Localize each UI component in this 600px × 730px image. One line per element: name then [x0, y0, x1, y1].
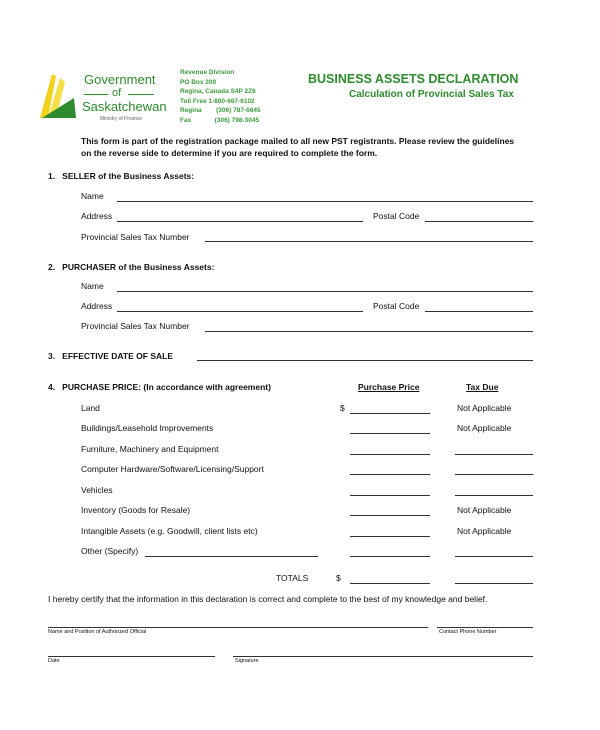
- section3-heading: 3. EFFECTIVE DATE OF SALE: [48, 351, 173, 361]
- item-tax-status: Not Applicable: [457, 505, 512, 515]
- form-subtitle: Calculation of Provincial Sales Tax: [349, 89, 514, 100]
- divider: [84, 94, 108, 95]
- signature-field[interactable]: [233, 656, 533, 657]
- item-tax-field[interactable]: [455, 556, 533, 557]
- item-label: Computer Hardware/Software/Licensing/Support: [81, 464, 264, 474]
- intro-line: on the reverse side to determine if you are required to complete the form.: [81, 148, 378, 158]
- date-field[interactable]: [48, 656, 215, 657]
- section1-heading: 1. SELLER of the Business Assets:: [48, 171, 195, 181]
- item-tax-field[interactable]: [455, 495, 533, 496]
- phone-field[interactable]: [437, 627, 533, 628]
- item-label: Furniture, Machinery and Equipment: [81, 444, 219, 454]
- intro-line: This form is part of the registration package mailed to all new PST registrants. Please review the guidelines: [81, 136, 515, 146]
- item-label: Buildings/Leasehold Improvements: [81, 423, 214, 433]
- item-label: Other (Specify): [81, 546, 139, 556]
- item-tax-field[interactable]: [455, 454, 533, 455]
- divider: [128, 94, 154, 95]
- item-price-field[interactable]: [350, 413, 430, 414]
- totals-dollar: $: [336, 573, 341, 583]
- other-specify-field[interactable]: [145, 556, 318, 557]
- gov-line1: Government: [84, 72, 156, 87]
- signature-label: Signature: [235, 658, 259, 664]
- contact-line: PO Box 200: [180, 78, 217, 86]
- seller-name-label: Name: [81, 191, 104, 201]
- form-title: BUSINESS ASSETS DECLARATION: [308, 72, 519, 86]
- purchaser-pst-label: Provincial Sales Tax Number: [81, 321, 190, 331]
- purchaser-address-label: Address: [81, 301, 113, 311]
- item-price-field[interactable]: [350, 515, 430, 516]
- item-price-field[interactable]: [350, 474, 430, 475]
- purchaser-pst-field[interactable]: [205, 331, 533, 332]
- gov-line3: Saskatchewan: [82, 99, 167, 114]
- seller-postal-label: Postal Code: [373, 211, 420, 221]
- section4-heading: 4. PURCHASE PRICE: (In accordance with agreement): [48, 382, 271, 392]
- item-price-field[interactable]: [350, 536, 430, 537]
- name-position-label: Name and Position of Authorized Official: [48, 629, 147, 635]
- item-label: Intangible Assets (e.g. Goodwill, client lists etc): [81, 526, 258, 536]
- phone-label: Contact Phone Number: [439, 629, 497, 635]
- item-tax-status: Not Applicable: [457, 423, 512, 433]
- item-tax-status: Not Applicable: [457, 526, 512, 536]
- item-price-field[interactable]: [350, 556, 430, 557]
- total-price-field[interactable]: [350, 583, 430, 584]
- purchaser-postal-field[interactable]: [425, 311, 533, 312]
- purchaser-address-field[interactable]: [117, 311, 363, 312]
- purchaser-name-label: Name: [81, 281, 104, 291]
- section2-heading: 2. PURCHASER of the Business Assets:: [48, 262, 215, 272]
- certification-text: I hereby certify that the information in this declaration is correct and complete to the best of my knowledge and belief.: [48, 594, 488, 604]
- item-tax-status: Not Applicable: [457, 403, 512, 413]
- item-label: Vehicles: [81, 485, 113, 495]
- item-price-field[interactable]: [350, 433, 430, 434]
- purchase-price-header: Purchase Price: [358, 382, 420, 392]
- name-position-field[interactable]: [48, 627, 428, 628]
- seller-pst-label: Provincial Sales Tax Number: [81, 232, 190, 242]
- item-label: Land: [81, 403, 100, 413]
- contact-block: [180, 68, 261, 126]
- saskatchewan-wheat-logo-icon: [38, 68, 78, 120]
- totals-label: TOTALS: [276, 573, 309, 583]
- date-label: Date: [48, 658, 60, 664]
- contact-line: Regina (306) 787-6645: [180, 107, 261, 115]
- seller-pst-field[interactable]: [205, 241, 533, 242]
- contact-line: Revenue Division: [180, 69, 235, 76]
- item-tax-field[interactable]: [455, 474, 533, 475]
- gov-line2: of: [112, 87, 122, 99]
- purchaser-name-field[interactable]: [117, 291, 533, 292]
- seller-address-field[interactable]: [117, 221, 363, 222]
- item-price-field[interactable]: [350, 454, 430, 455]
- item-dollar: $: [340, 403, 345, 413]
- purchaser-postal-label: Postal Code: [373, 301, 420, 311]
- seller-address-label: Address: [81, 211, 113, 221]
- contact-line: Toll Free 1-800-667-6102: [180, 97, 255, 105]
- contact-line: Fax (306) 798-3045: [180, 116, 260, 124]
- effective-date-field[interactable]: [197, 360, 533, 361]
- item-price-field[interactable]: [350, 495, 430, 496]
- seller-postal-field[interactable]: [425, 221, 533, 222]
- tax-due-header: Tax Due: [466, 382, 499, 392]
- total-tax-field[interactable]: [455, 583, 533, 584]
- item-label: Inventory (Goods for Resale): [81, 505, 191, 515]
- contact-line: Regina, Canada S4P 2Z6: [180, 88, 256, 96]
- seller-name-field[interactable]: [117, 201, 533, 202]
- ministry: Ministry of Finance: [100, 116, 142, 122]
